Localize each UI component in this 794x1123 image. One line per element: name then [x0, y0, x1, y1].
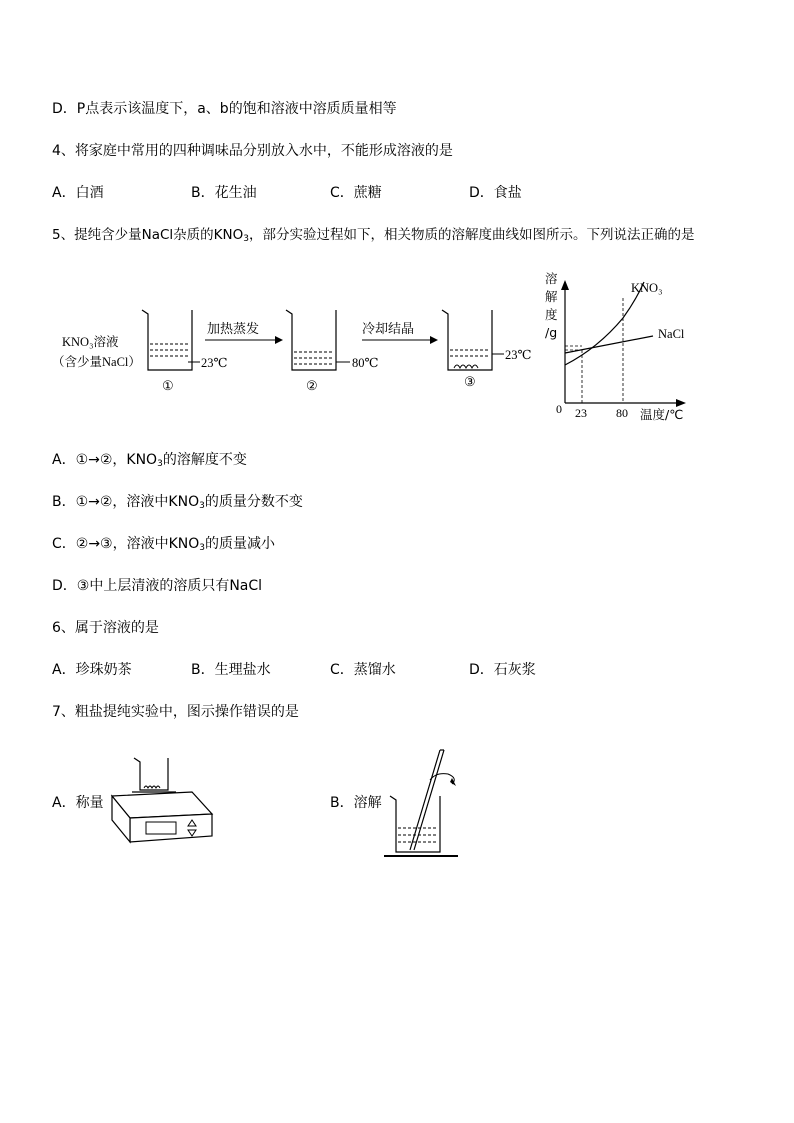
beaker-1	[142, 310, 200, 370]
beaker-2	[286, 310, 350, 370]
q5-stem: 5、提纯含少量NaCl杂质的$KNO_3$，部分实验过程如下，相关物质的溶解度曲线如图所示。下列说法正确的是	[52, 227, 695, 244]
chart-xlabel: 温度/℃	[640, 407, 684, 422]
origin-label: 0	[556, 402, 562, 416]
q7-option-b: B．溶解	[330, 795, 382, 811]
q6-option-c: C．蒸馏水	[330, 662, 396, 678]
beaker-3	[442, 310, 504, 370]
nacl-line	[565, 336, 653, 353]
temp-1-label: 23℃	[201, 356, 228, 370]
ylabel-char-1: 溶	[545, 271, 558, 286]
q4-option-d: D．食盐	[469, 185, 522, 201]
balance-figure	[108, 752, 216, 848]
q6-stem: 6、属于溶液的是	[52, 620, 159, 636]
q4-stem: 4、将家庭中常用的四种调味品分别放入水中，不能形成溶液的是	[52, 143, 453, 159]
ylabel-char-3: 度	[545, 307, 558, 322]
series-label-kno3: KNO₃	[631, 281, 663, 295]
q5-option-c: C．②→③，溶液中$KNO_3$的质量减小	[52, 536, 276, 553]
q3-option-d: D．P点表示该温度下，a、b的饱和溶液中溶质质量相等	[52, 101, 397, 117]
beaker-1-number: ①	[162, 378, 174, 393]
impurity-label: （含少量NaCl）	[52, 355, 141, 369]
q4-option-c: C．蔗糖	[330, 185, 382, 201]
ylabel-char-4: /g	[545, 325, 558, 340]
q5-option-b: B．①→②，溶液中$KNO_3$的质量分数不变	[52, 494, 303, 511]
q5-process-figure	[50, 300, 550, 395]
x-tick-80: 80	[616, 406, 628, 420]
series-label-nacl: NaCl	[658, 327, 685, 341]
q7-option-a: A．称量	[52, 795, 104, 811]
ylabel-char-2: 解	[545, 289, 558, 304]
q7-stem: 7、粗盐提纯实验中，图示操作错误的是	[52, 704, 299, 720]
q6-option-b: B．生理盐水	[191, 662, 271, 678]
q4-option-a: A．白酒	[52, 185, 104, 201]
chart-ylabel	[545, 271, 562, 340]
solution-label: KNO₃溶液	[62, 335, 119, 349]
beaker-3-number: ③	[464, 374, 476, 389]
dissolving-figure	[382, 748, 472, 860]
q6-option-d: D．石灰浆	[469, 662, 536, 678]
y-axis-arrow	[561, 280, 569, 290]
solubility-chart	[538, 268, 713, 428]
q5-option-a: A．①→②，$KNO_3$的溶解度不变	[52, 452, 247, 469]
q4-option-b: B．花生油	[191, 185, 257, 201]
step-1-label: 加热蒸发	[207, 322, 260, 337]
temp-2-label: 80℃	[352, 356, 379, 370]
x-axis-arrow	[676, 399, 686, 407]
q5-option-d: D．③中上层清液的溶质只有NaCl	[52, 578, 263, 594]
temp-3-label: 23℃	[505, 348, 532, 362]
q6-option-a: A．珍珠奶茶	[52, 662, 132, 678]
x-tick-23: 23	[575, 406, 587, 420]
beaker-2-number: ②	[306, 378, 318, 393]
step-2-label: 冷却结晶	[362, 322, 415, 337]
